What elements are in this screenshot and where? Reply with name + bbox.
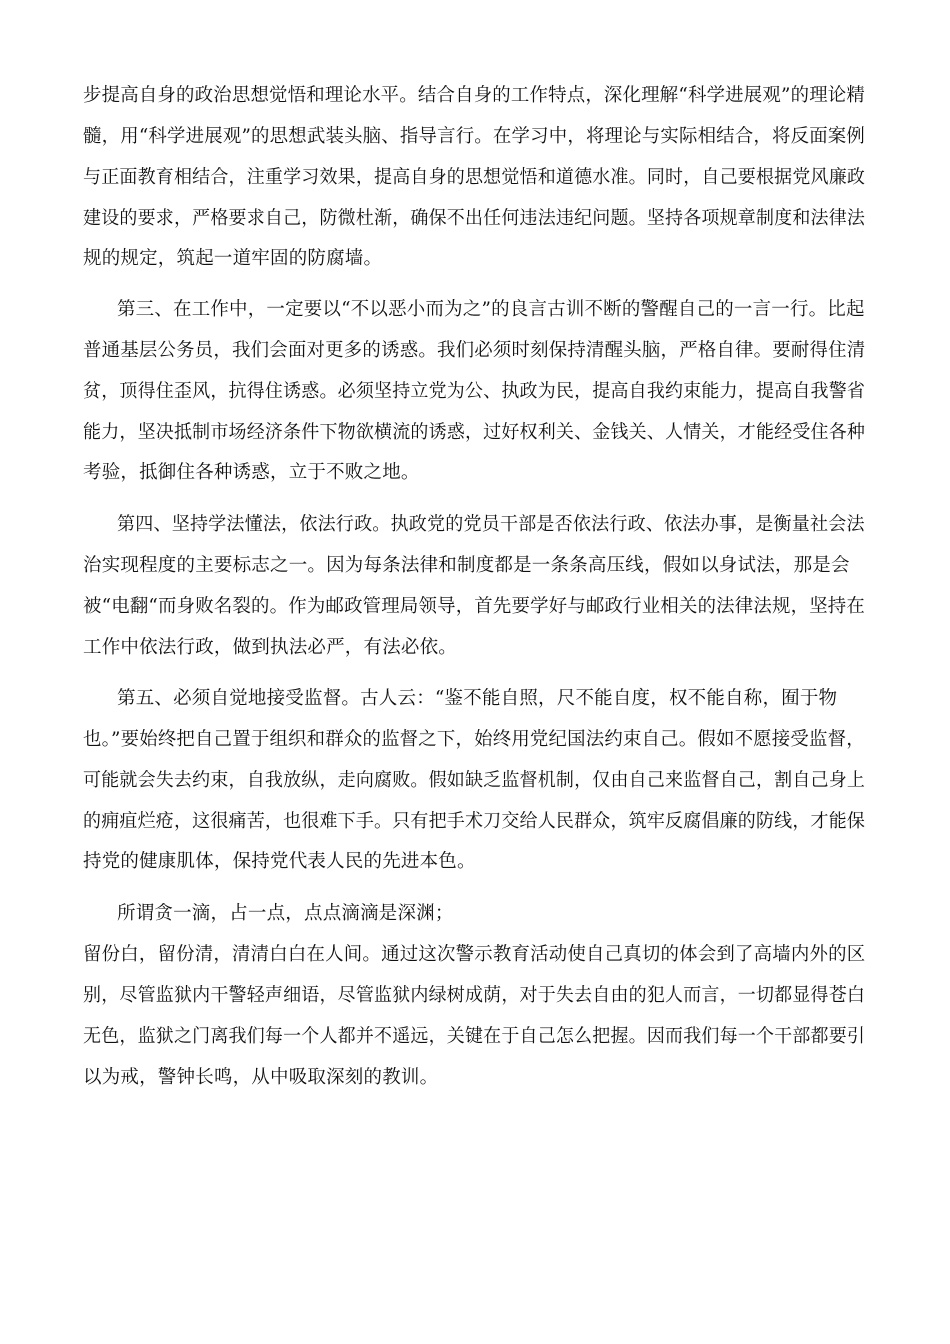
paragraph-line: 留份白，留份清，清清白白在人间。通过这次警示教育活动使自己真切的体会到了高墙内外的区: [83, 944, 866, 965]
paragraph-line: 第三、在工作中，一定要以“不以恶小而为之”的良言古训不断的警醒自己的一言一行。比起: [117, 299, 865, 320]
paragraph-line: 以为戒，警钟长鸣，从中吸取深刻的教训。: [83, 1067, 439, 1088]
paragraph-line: 也。”要始终把自己置于组织和群众的监督之下，始终用党纪国法约束自己。假如不愿接受监督，: [83, 729, 865, 750]
paragraph-line: 第四、坚持学法懂法，依法行政。执政党的党员干部是否依法行政、依法办事，是衡量社会法: [117, 514, 865, 535]
paragraph-line: 规的规定，筑起一道牢固的防腐墙。: [83, 248, 383, 269]
paragraph-line: 步提高自身的政治思想觉悟和理论水平。结合自身的工作特点，深化理解“科学进展观”的理论精: [83, 85, 866, 106]
paragraph-line: 贫，顶得住歪风，抗得住诱惑。必须坚持立党为公、执政为民，提高自我约束能力，提高自我警省: [83, 381, 866, 402]
paragraph-line: 普通基层公务员，我们会面对更多的诱惑。我们必须时刻保持清醒头脑，严格自律。要耐得住清: [83, 340, 866, 361]
paragraph-line: 工作中依法行政，做到执法必严，有法必依。: [83, 637, 458, 658]
paragraph-line: 的痈疽烂疮，这很痛苦，也很难下手。只有把手术刀交给人民群众，筑牢反腐倡廉的防线，才能保: [83, 811, 866, 832]
paragraph-line: 考验，抵御住各种诱惑，立于不败之地。: [83, 462, 420, 483]
paragraph-line: 持党的健康肌体，保持党代表人民的先进本色。: [83, 851, 476, 872]
paragraph-line: 所谓贪一滴，占一点，点点滴滴是深渊；: [117, 903, 454, 924]
paragraph-line: 髓，用“科学进展观”的思想武装头脑、指导言行。在学习中，将理论与实际相结合，将反面案例: [83, 126, 866, 147]
paragraph-line: 可能就会失去约束，自我放纵，走向腐败。假如缺乏监督机制，仅由自己来监督自己，割自己身上: [83, 770, 866, 791]
paragraph-line: 治实现程度的主要标志之一。因为每条法律和制度都是一条条高压线，假如以身试法，那是会: [83, 555, 850, 576]
paragraph-line: 第五、必须自觉地接受监督。古人云：“鉴不能自照，尺不能自度，权不能自称，囿于物: [117, 688, 838, 709]
paragraph-line: 无色，监狱之门离我们每一个人都并不遥远，关键在于自己怎么把握。因而我们每一个干部都要引: [83, 1026, 866, 1047]
paragraph-line: 被“电翻“而身败名裂的。作为邮政管理局领导，首先要学好与邮政行业相关的法律法规，坚持在: [83, 596, 866, 617]
paragraph-line: 建设的要求，严格要求自己，防微杜渐，确保不出任何违法违纪问题。坚持各项规章制度和法律法: [83, 208, 866, 229]
paragraph-line: 别，尽管监狱内干警轻声细语，尽管监狱内绿树成荫，对于失去自由的犯人而言，一切都显得苍白: [83, 985, 866, 1006]
paragraph-line: 能力，坚决抵制市场经济条件下物欲横流的诱惑，过好权利关、金钱关、人情关，才能经受住各种: [83, 422, 866, 443]
paragraph-line: 与正面教育相结合，注重学习效果，提高自身的思想觉悟和道德水准。同时，自己要根据党风廉政: [83, 167, 866, 188]
